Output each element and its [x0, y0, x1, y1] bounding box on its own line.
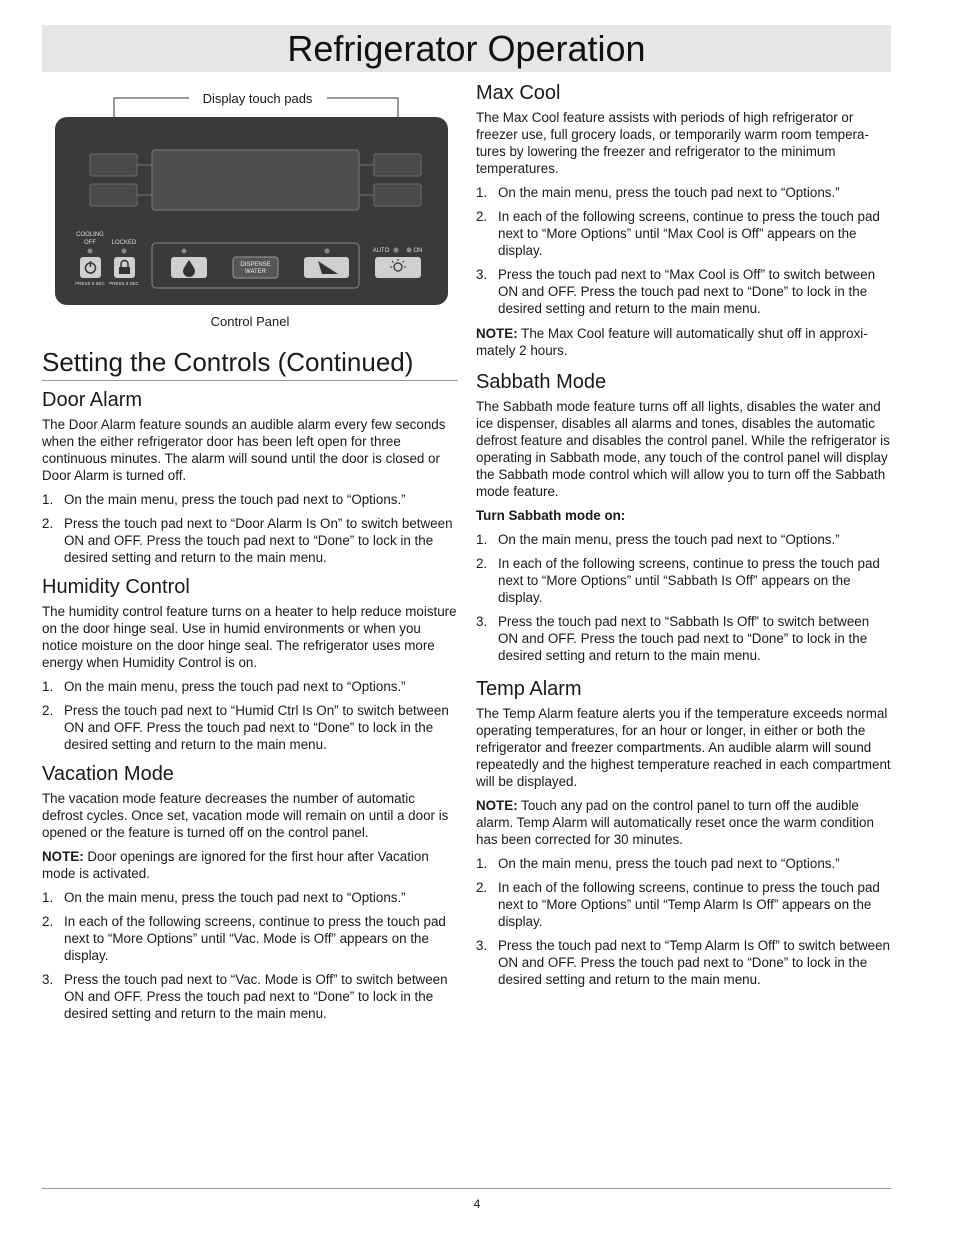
humidity-heading: Humidity Control: [42, 576, 190, 598]
list-item: 2. In each of the following screens, continue to press the touch pad next to “More Options” until “Max Cool is Off” appears on the display.: [476, 209, 880, 258]
list-item: 3. Press the touch pad next to “Temp Alarm Is Off” to switch between ON and OFF. Press the touch pad next to “Done” to lock in the desired setting and return to the main menu.: [476, 938, 890, 987]
list-item: 1. On the main menu, press the touch pad next to “Options.”: [42, 679, 406, 694]
list-item: 2. Press the touch pad next to “Humid Ctrl Is On” to switch between ON and OFF. Press the touch pad next to “Done” to lock in the desired setting and return to the main menu.: [42, 703, 449, 752]
humidity-body: The humidity control feature turns on a heater to help reduce moisture on the door hinge seal. Use in humid environments or when you notice moisture on the door hinge seal. The refrigerator uses more energy when Humidity Control is on.: [42, 604, 457, 670]
door-alarm-heading: Door Alarm: [42, 389, 143, 411]
list-item: 2. In each of the following screens, continue to press the touch pad next to “More Options” until “Vac. Mode is Off” appears on the display.: [42, 914, 446, 963]
title-bar: [42, 25, 891, 72]
right-touch-pad-lower: [374, 184, 421, 206]
lcd-display: [152, 150, 359, 210]
vacation-body: The vacation mode feature decreases the number of automatic defrost cycles. Once set, vacation mode will remain on until a door is opened or the feature is turned off on the control panel.: [42, 791, 449, 840]
list-item: 1. On the main menu, press the touch pad next to “Options.”: [42, 492, 406, 507]
list-item: 1. On the main menu, press the touch pad next to “Options.”: [476, 532, 840, 547]
right-touch-pad-upper: [374, 154, 421, 176]
dispense-label-2: WATER: [245, 269, 266, 275]
control-panel-illustration: [42, 80, 458, 330]
section-title: Setting the Controls (Continued): [42, 345, 458, 381]
list-item: 1. On the main menu, press the touch pad next to “Options.”: [42, 890, 406, 905]
vacation-heading: Vacation Mode: [42, 763, 174, 785]
locked-label: LOCKED: [111, 240, 137, 246]
temp-alarm-steps: [476, 855, 892, 988]
max-cool-note: NOTE: The Max Cool feature will automatically shut off in approxi-mately 2 hours.: [476, 326, 868, 358]
list-item: 1. On the main menu, press the touch pad next to “Options.”: [476, 185, 840, 200]
right-column: [476, 80, 892, 996]
max-cool-steps: [476, 184, 892, 317]
left-column: [42, 80, 458, 1030]
dispense-label-1: DISPENSE: [240, 262, 271, 268]
left-touch-pad-lower: [90, 184, 137, 206]
footer-divider: [42, 1188, 891, 1189]
press-3-sec-2: PRESS 3 SEC: [109, 281, 139, 286]
list-item: 2. Press the touch pad next to “Door Alarm Is On” to switch between ON and OFF. Press the touch pad next to “Done” to lock in the desired setting and return to the main menu.: [42, 516, 453, 565]
on-label: ON: [413, 248, 423, 254]
sabbath-body: The Sabbath mode feature turns off all lights, disables the water and ice dispenser, disables all alarms and tones, disables the automatic defrost feature and disables the control panel. While the refrigerator is operating in Sabbath mode, any touch of the control panel will display the Sabbath mode control which will allow you to turn off the Sabbath mode feature.: [476, 399, 890, 499]
door-alarm-steps: [42, 491, 458, 566]
max-cool-heading: Max Cool: [476, 82, 561, 104]
cooling-label-1: COOLING: [76, 232, 104, 238]
temp-alarm-note: NOTE: Touch any pad on the control panel to turn off the audible alarm. Temp Alarm will automatically reset once the warm condition has been corrected for 30 minutes.: [476, 798, 874, 847]
left-touch-pad-upper: [90, 154, 137, 176]
control-panel-figure: [42, 80, 458, 330]
press-3-sec-1: PRESS 3 SEC: [75, 281, 105, 286]
list-item: 2. In each of the following screens, continue to press the touch pad next to “More Options” until “Sabbath Is Off” appears on the display.: [476, 556, 880, 605]
sabbath-steps: [476, 531, 892, 664]
list-item: 1. On the main menu, press the touch pad next to “Options.”: [476, 856, 840, 871]
cooling-label-2: OFF: [84, 240, 96, 246]
auto-label: AUTO: [372, 248, 390, 254]
temp-alarm-heading: Temp Alarm: [476, 678, 582, 700]
page-title: Refrigerator Operation: [287, 28, 646, 69]
sabbath-subheading: Turn Sabbath mode on:: [476, 508, 626, 523]
list-item: 3. Press the touch pad next to “Max Cool is Off” to switch between ON and OFF. Press the touch pad next to “Done” to lock in the desired setting and return to the main menu.: [476, 267, 876, 316]
list-item: 3. Press the touch pad next to “Vac. Mode is Off” to switch between ON and OFF. Press the touch pad next to “Done” to lock in the desired setting and return to the main menu.: [42, 972, 448, 1021]
vacation-note: NOTE: Door openings are ignored for the first hour after Vacation mode is activated.: [42, 849, 429, 881]
vacation-steps: [42, 889, 458, 1022]
figure-caption: Control Panel: [210, 314, 290, 329]
temp-alarm-body: The Temp Alarm feature alerts you if the temperature exceeds normal operating temperatures, for an hour or longer, in either or both the refrigerator and freezer compartments. An audible alarm will sound repeatedly and the highest temperature reached in each compartment will be displayed.: [476, 706, 891, 789]
list-item: 2. In each of the following screens, continue to press the touch pad next to “More Options” until “Temp Alarm Is Off” appears on the display.: [476, 880, 880, 929]
humidity-steps: [42, 678, 458, 753]
cooling-off-button: [80, 257, 101, 278]
max-cool-body: The Max Cool feature assists with periods of high refrigerator or freezer use, full grocery loads, or temporarily warm room tempera-tures by lowering the freezer and refrigerator to the minimum temperatures.: [476, 110, 869, 176]
list-item: 3. Press the touch pad next to “Sabbath Is Off” to switch between ON and OFF. Press the touch pad next to “Done” to lock in the desired setting and return to the main menu.: [476, 614, 870, 663]
page-number: 4: [473, 1197, 481, 1211]
display-touch-pads-callout: Display touch pads: [190, 90, 325, 107]
door-alarm-body: The Door Alarm feature sounds an audible alarm every few seconds when the either refrigerator door has been left open for three continuous minutes. The alarm will sound until the door is closed or Door Alarm is turned off.: [42, 417, 446, 483]
sabbath-heading: Sabbath Mode: [476, 371, 607, 393]
